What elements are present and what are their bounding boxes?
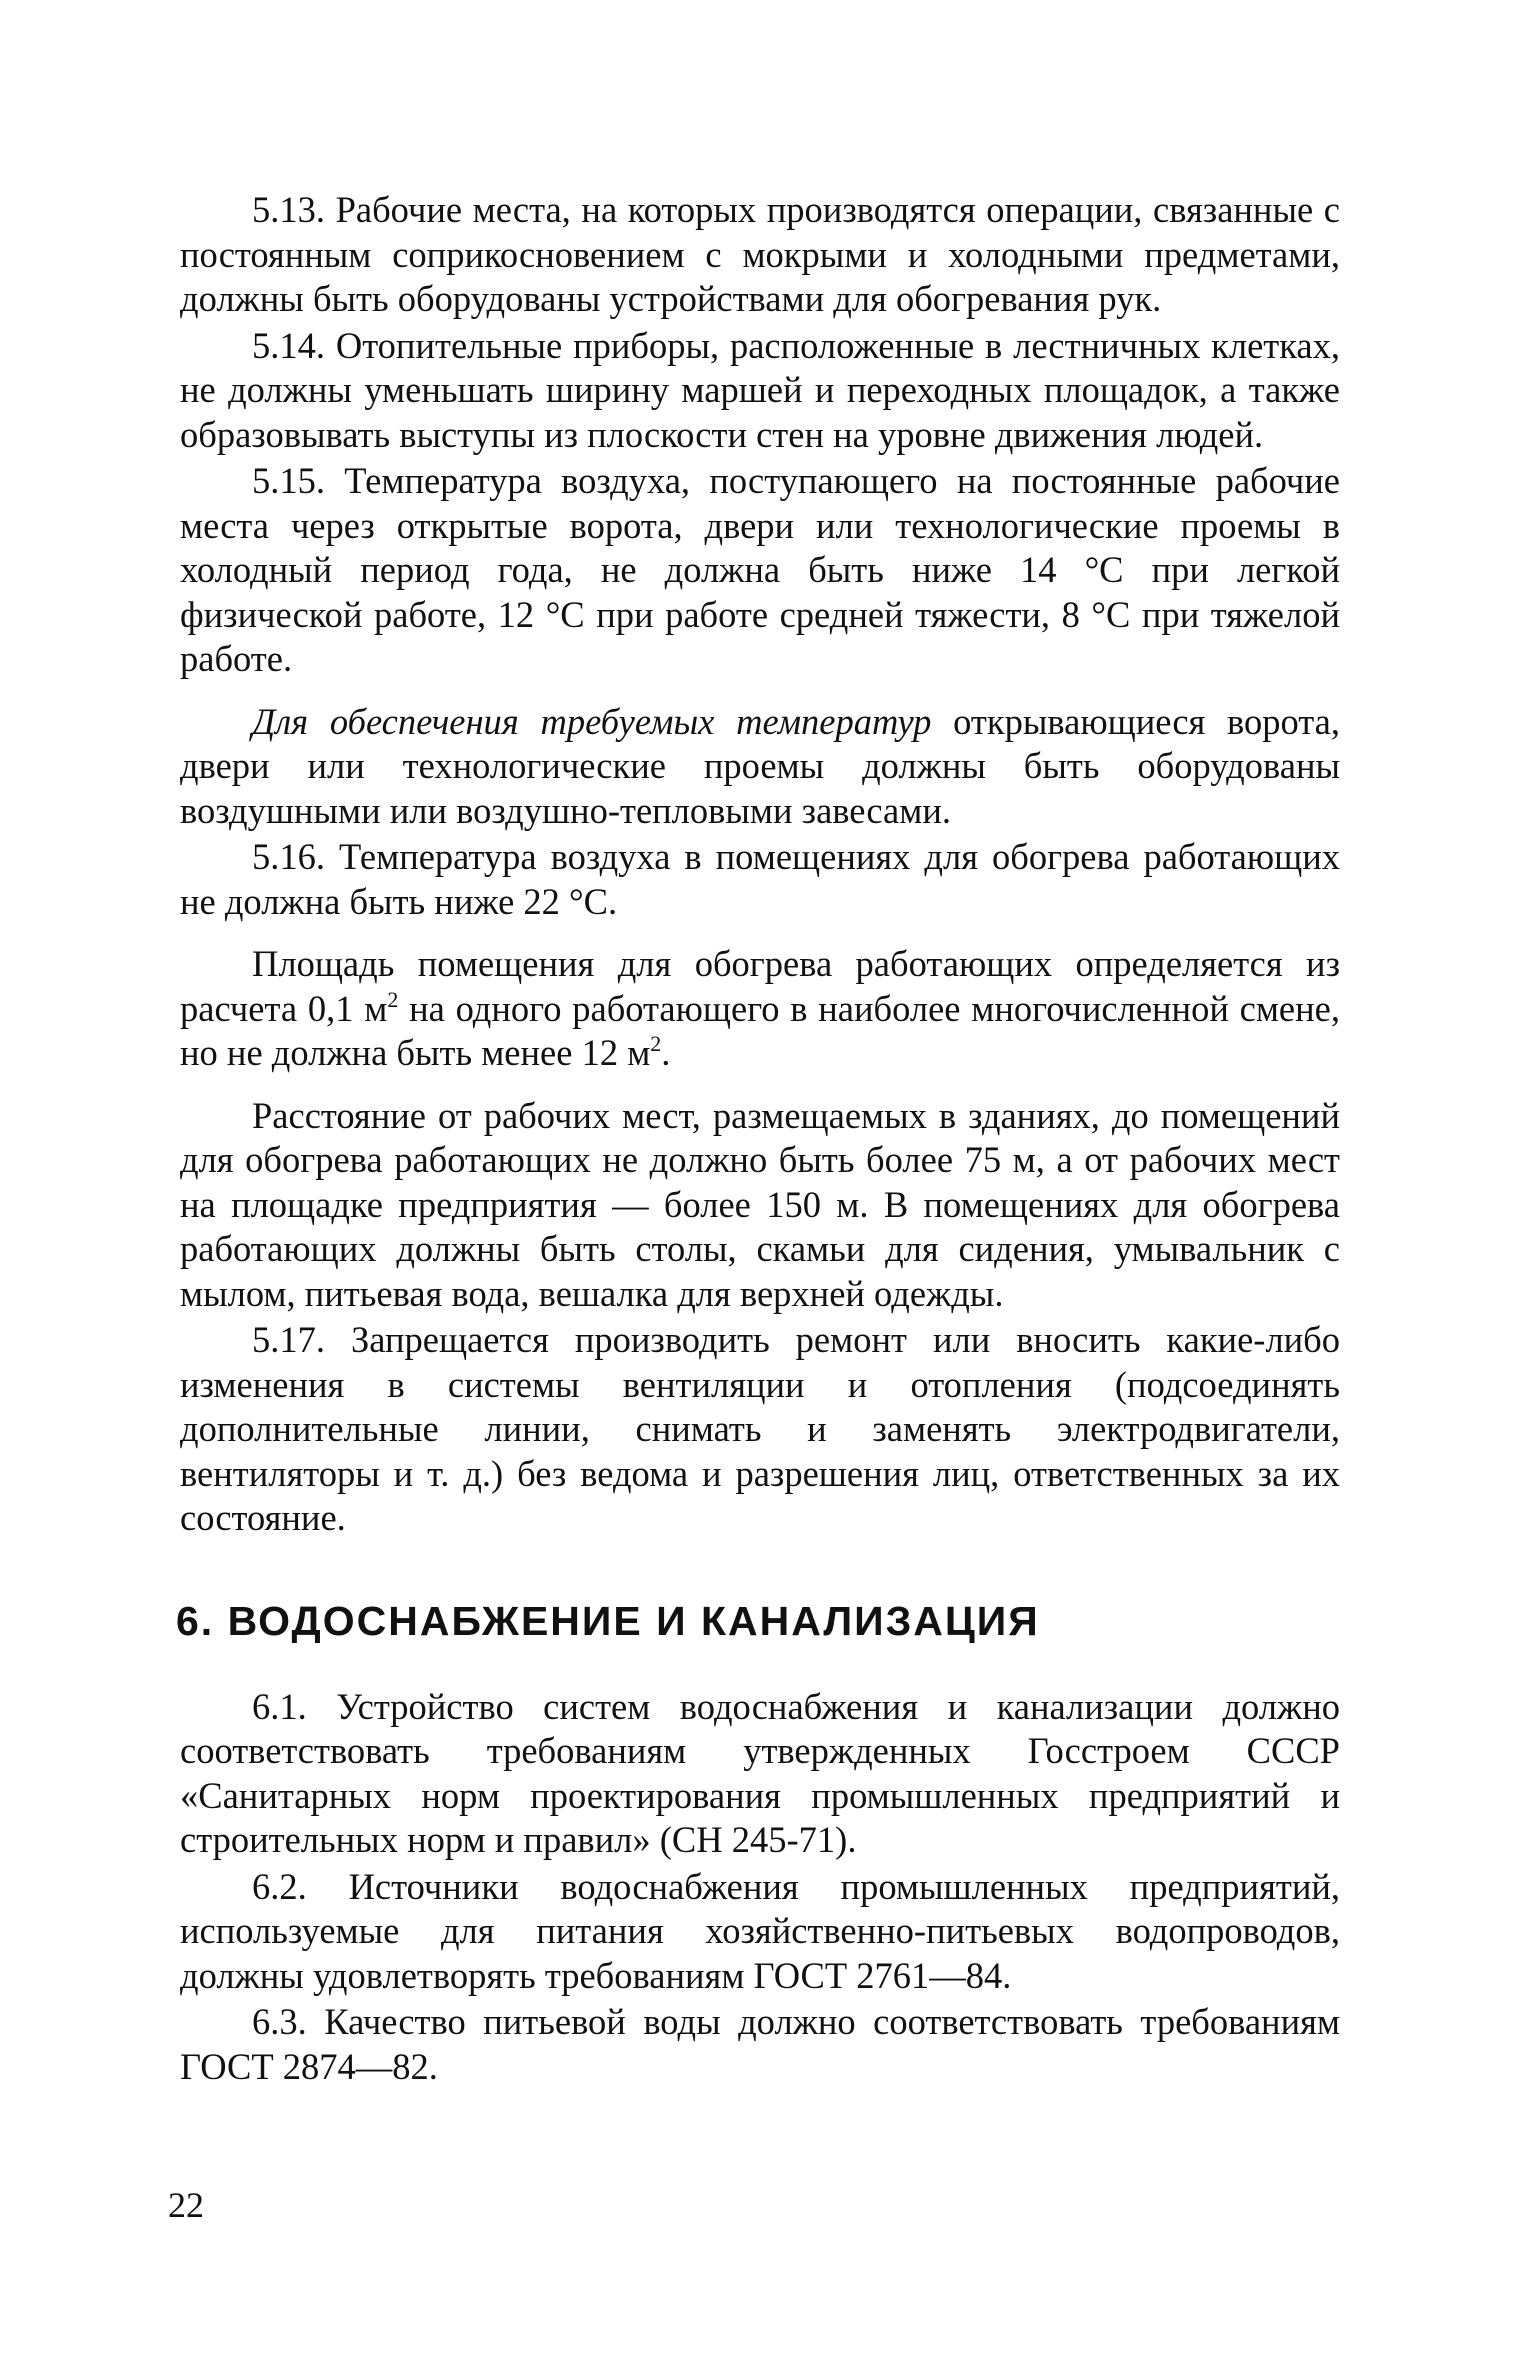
clause-number: 6.2. <box>252 1865 307 1907</box>
clause-text: Устройство систем водоснабжения и канализации должно соответствовать требованиям утвержденных Госстроем СССР «Санитарных норм проектирования промышленных предприятий и строительных норм и правил» (СН 245-71). <box>180 1685 1340 1860</box>
paragraph-5-14 <box>180 324 1340 458</box>
paragraph-6-3 <box>180 2000 1340 2089</box>
paragraph-5-17 <box>180 1318 1340 1541</box>
italic-phrase: Для обеспечения требуемых температур <box>252 700 932 742</box>
clause-text: . <box>661 1032 671 1073</box>
clause-number: 5.14. <box>252 324 325 366</box>
paragraph-5-15 <box>180 459 1340 682</box>
clause-text: Запрещается производить ремонт или вносить какие-либо изменения в системы вентиляции и отопления (подсоединять дополнительные линии, снимать и заменять электродвигатели, вентиляторы и т. д.) без ведома и разрешения лиц, ответственных за их состояние. <box>180 1319 1341 1538</box>
clause-text: Качество питьевой воды должно соответствовать требованиям ГОСТ 2874—82. <box>180 2001 1340 2087</box>
page-number: 22 <box>168 2185 204 2225</box>
clause-number: 5.16. <box>252 836 325 877</box>
clause-text: Площадь помещения для обогрева работающих определяется из расчета 0,1 м <box>180 943 1340 1029</box>
paragraph-5-16-distance <box>180 1094 1340 1317</box>
page-body <box>176 188 1341 2089</box>
paragraph-6-1 <box>180 1685 1340 1863</box>
clause-text: Рабочие места, на которых производятся операции, связанные с постоянным соприкосновением с мокрыми и холодными предметами, должны быть оборудованы устройствами для обогревания рук. <box>180 189 1340 319</box>
superscript: 2 <box>387 986 399 1012</box>
clause-number: 6.3. <box>252 2001 307 2042</box>
paragraph-5-16-area <box>180 942 1340 1076</box>
clause-text: Источники водоснабжения промышленных предприятий, используемые для питания хозяйственно-питьевых водопроводов, должны удовлетворять требованиям ГОСТ 2761—84. <box>180 1865 1341 1996</box>
paragraph-5-13 <box>180 188 1340 322</box>
clause-text: Отопительные приборы, расположенные в лестничных клетках, не должны уменьшать ширину маршей и переходных площадок, а также образовывать выступы из плоскости стен на уровне движения людей. <box>180 324 1341 455</box>
clause-text: открывающиеся ворота, двери или технологические проемы должны быть оборудованы воздушными или воздушно-тепловыми завесами. <box>180 700 1341 831</box>
clause-text: Расстояние от рабочих мест, размещаемых в зданиях, до помещений для обогрева работающих не должно быть более 75 м, а от рабочих мест на площадке предприятия — более 150 м. В помещениях для обогрева работающих должны быть столы, скамьи для сидения, умывальник с мылом, питьевая вода, вешалка для верхней одежды. <box>180 1094 1340 1314</box>
clause-number: 5.15. <box>252 460 325 501</box>
superscript: 2 <box>650 1031 662 1056</box>
clause-text: Температура воздуха в помещениях для обогрева работающих не должна быть ниже 22 °С. <box>180 836 1340 922</box>
paragraph-5-16 <box>180 835 1340 924</box>
paragraph-5-15-continued <box>180 700 1340 834</box>
clause-text: на одного работающего в наиболее многочисленной смене, но не должна быть менее 12 м <box>180 987 1340 1073</box>
paragraph-6-2 <box>180 1865 1340 1999</box>
clause-text: Температура воздуха, поступающего на постоянные рабочие места через открытые ворота, двери или технологические проемы в холодный период года, не должна быть ниже 14 °С при легкой физической работе, 12 °С при работе средней тяжести, 8 °С при тяжелой работе. <box>180 460 1340 679</box>
clause-number: 5.13. <box>252 189 325 230</box>
clause-number: 6.1. <box>252 1685 307 1727</box>
clause-number: 5.17. <box>252 1319 325 1360</box>
section-heading: 6. ВОДОСНАБЖЕНИЕ И КАНАЛИЗАЦИЯ <box>176 1597 1040 1644</box>
